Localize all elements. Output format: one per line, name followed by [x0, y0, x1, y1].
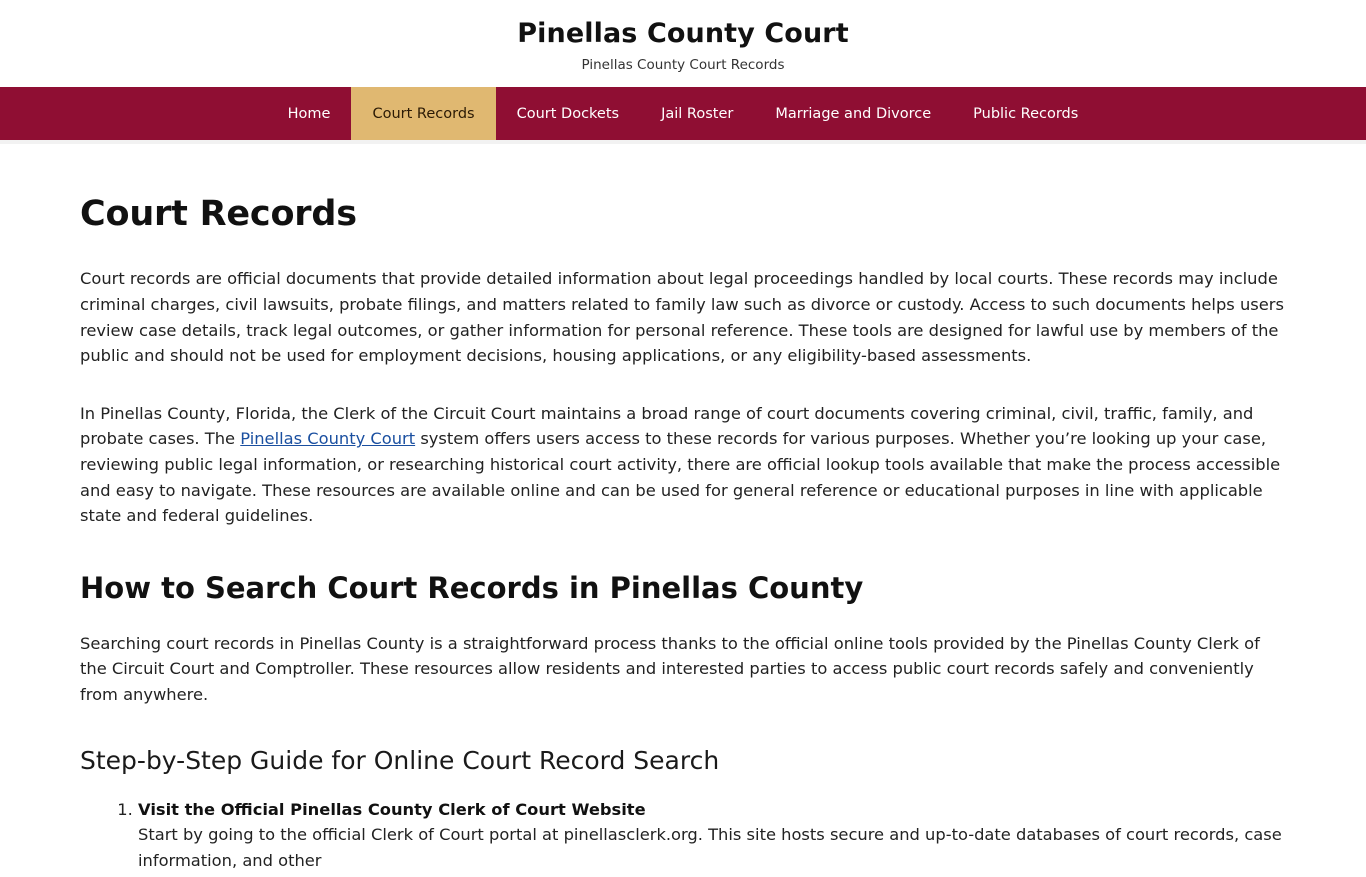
how-to-search-paragraph: Searching court records in Pinellas County is a straightforward process thanks to the official online tools provided by the Pinellas County Clerk of the Circuit Court and Comptroller. These resources allow residents and interested parties to access public court records safely and conveniently from anywhere. [80, 633, 1260, 704]
steps-list [80, 797, 1286, 874]
page-title: Court Records [80, 194, 357, 235]
nav-item-court-dockets[interactable]: Court Dockets [516, 105, 620, 122]
step-heading: Visit the Official Pinellas County Clerk of Court Website [138, 799, 646, 819]
nav-divider [0, 140, 1366, 144]
overview-paragraph [80, 401, 1286, 529]
site-tagline: Pinellas County Court Records [581, 57, 785, 74]
site-header [0, 0, 1366, 87]
nav-item-public-records[interactable]: Public Records [973, 105, 1079, 122]
site-title: Pinellas County Court [517, 18, 849, 49]
pinellas-county-court-link[interactable]: Pinellas County Court [240, 429, 416, 449]
overview-text-after-link: system offers users access to these records for various purposes. Whether you’re looking up your case, reviewing public legal information, or researching historical court activity, there are official lookup tools available that make the process accessible and easy to navigate. These resources are available online and can be used for general reference or educational purposes in line with applicable state and federal guidelines. [80, 429, 1281, 526]
intro-paragraph: Court records are official documents that provide detailed information about legal proceedings handled by local courts. These records may include criminal charges, civil lawsuits, probate filings, and matters related to family law such as divorce or custody. Access to such documents helps users review case details, track legal outcomes, or gather information for personal reference. These tools are designed for lawful use by members of the public and should not be used for employment decisions, housing applications, or any eligibility-based assessments. [80, 269, 1284, 366]
subsection-title-step-by-step: Step-by-Step Guide for Online Court Record Search [80, 745, 720, 775]
nav-item-court-records[interactable]: Court Records [351, 87, 495, 140]
step-description: Start by going to the official Clerk of Court portal at pinellasclerk.org. This site hosts secure and up-to-date databases of court records, case information, and other [138, 825, 1282, 870]
section-title-how-to-search: How to Search Court Records in Pinellas County [80, 570, 864, 605]
nav-item-home[interactable]: Home [287, 105, 331, 122]
overview-text-before-link: In Pinellas County, Florida, the Clerk of the Circuit Court maintains a broad range of court documents covering criminal, civil, traffic, family, and probate cases. The [80, 403, 1254, 449]
nav-item-jail-roster[interactable]: Jail Roster [661, 105, 734, 122]
primary-navigation [0, 87, 1366, 140]
main-content [40, 194, 1326, 873]
list-item [138, 797, 1286, 874]
nav-item-marriage-and-divorce[interactable]: Marriage and Divorce [775, 105, 932, 122]
